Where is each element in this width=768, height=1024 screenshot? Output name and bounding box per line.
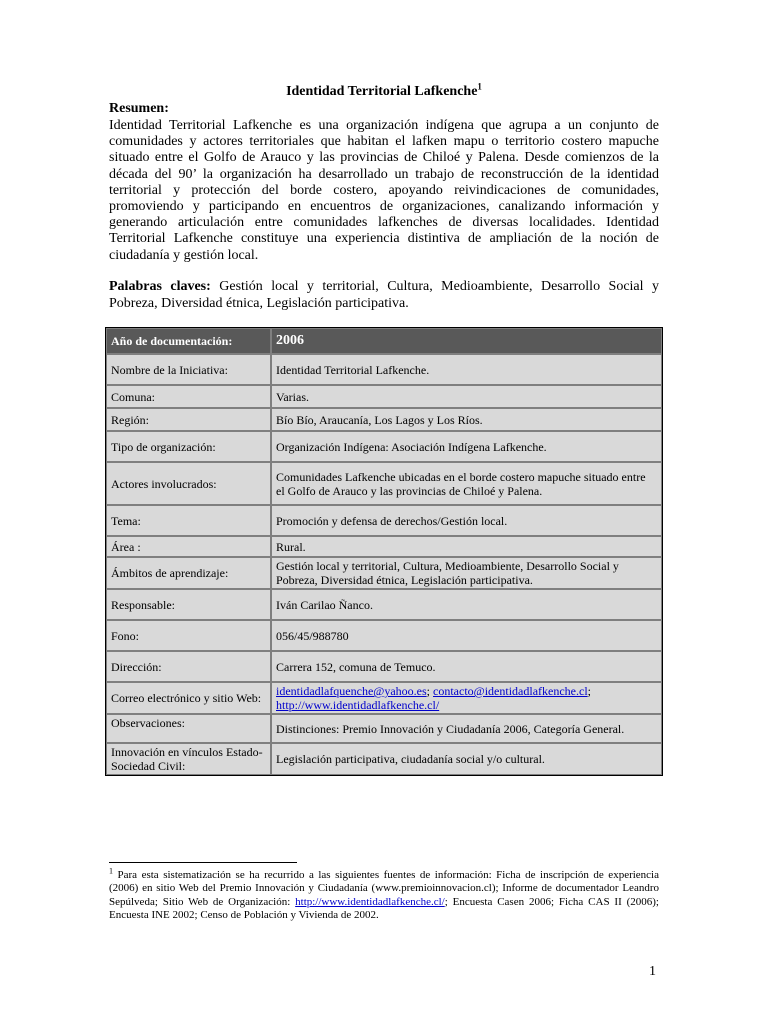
row-value: Carrera 152, comuna de Temuco. <box>271 651 662 682</box>
row-value: Promoción y defensa de derechos/Gestión local. <box>271 505 662 536</box>
table-header-row <box>106 328 662 354</box>
row-value: Identidad Territorial Lafkenche. <box>271 354 662 385</box>
page-number: 1 <box>649 964 656 979</box>
table-row <box>106 651 662 682</box>
row-label: Comuna: <box>106 385 271 408</box>
keywords-text: Gestión local y territorial, Cultura, Medioambiente, Desarrollo Social y Pobreza, Diversidad étnica, Legislación participativa. <box>109 279 659 311</box>
abstract-text: Identidad Territorial Lafkenche es una organización indígena que agrupa a un conjunto de comunidades y actores territoriales que habitan el lafken mapu o territorio costero mapuche situado entre el Golfo de Arauco y las provincias de Chiloé y Palena. Desde comienzos de la década del 90’ la organización ha desarrollado un trabajo de reconstrucción de la identidad territorial y protección del borde costero, apoyando reivindicaciones de comunidades, promoviendo y participando en encuentros de organizaciones, canalizando información y generando articulación entre comunidades lafkenches de diversas localidades. Identidad Territorial Lafkenche constituye una experiencia distintiva de ampliación de la noción de ciudadanía y gestión local. <box>109 118 659 263</box>
website-link[interactable]: http://www.identidadlafkenche.cl/ <box>276 698 440 712</box>
row-value: Gestión local y territorial, Cultura, Medioambiente, Desarrollo Social y Pobreza, Diversidad étnica, Legislación participativa. <box>271 557 662 589</box>
email-link-1[interactable]: identidadlafquenche@yahoo.es <box>276 684 427 698</box>
title-text: Identidad Territorial Lafkenche <box>286 84 478 99</box>
row-value: Comunidades Lafkenche ubicadas en el borde costero mapuche situado entre el Golfo de Arauco y las provincias de Chiloé y Palena. <box>271 462 662 505</box>
table-row <box>106 408 662 431</box>
row-label: Ámbitos de aprendizaje: <box>106 557 271 589</box>
header-value: 2006 <box>271 328 662 354</box>
contact-value <box>271 682 662 714</box>
table-row <box>106 431 662 462</box>
table-row-innovacion <box>106 743 662 775</box>
table-row <box>106 385 662 408</box>
table-row <box>106 620 662 651</box>
initiative-info-table <box>105 327 663 776</box>
row-value: Organización Indígena: Asociación Indígena Lafkenche. <box>271 431 662 462</box>
row-label: Área : <box>106 536 271 557</box>
abstract-heading: Resumen: <box>109 101 169 116</box>
row-label: Nombre de la Iniciativa: <box>106 354 271 385</box>
row-label: Región: <box>106 408 271 431</box>
row-value: Rural. <box>271 536 662 557</box>
row-label: Actores involucrados: <box>106 462 271 505</box>
contact-separator-1: ; <box>426 684 434 698</box>
footnote-text-after: ; Encuesta Casen 2006; Ficha CAS II (2006); Encuesta INE 2002; Censo de Población y Vivienda de 2002. <box>109 895 659 921</box>
table-row <box>106 589 662 620</box>
table-row <box>106 536 662 557</box>
contact-separator-2: ; <box>587 684 592 698</box>
row-label: Tipo de organización: <box>106 431 271 462</box>
table-row-observaciones <box>106 714 662 743</box>
email-link-2[interactable]: contacto@identidadlafkenche.cl <box>433 684 588 698</box>
keywords-label: Palabras claves: <box>109 279 211 294</box>
row-label: Dirección: <box>106 651 271 682</box>
document-title <box>0 81 768 100</box>
table-row <box>106 557 662 589</box>
innovacion-value: Legislación participativa, ciudadanía social y/o cultural. <box>271 743 662 775</box>
observaciones-label: Observaciones: <box>106 714 271 743</box>
row-value: Bío Bío, Araucanía, Los Lagos y Los Ríos. <box>271 408 662 431</box>
header-label: Año de documentación: <box>106 328 271 354</box>
title-footnote-marker: 1 <box>477 81 482 92</box>
contact-label: Correo electrónico y sitio Web: <box>106 682 271 714</box>
row-label: Fono: <box>106 620 271 651</box>
table-row <box>106 354 662 385</box>
row-label: Responsable: <box>106 589 271 620</box>
footnote-marker: 1 <box>109 866 113 876</box>
keywords-paragraph <box>109 279 659 312</box>
row-value: 056/45/988780 <box>271 620 662 651</box>
innovacion-label: Innovación en vínculos Estado-Sociedad Civil: <box>106 743 271 775</box>
table-row-contact <box>106 682 662 714</box>
table-row <box>106 462 662 505</box>
footnote-text-before: Para esta sistematización se ha recurrido a las siguientes fuentes de información: Ficha de inscripción de experiencia (2006) en sitio Web del Premio Innovación y Ciudadanía (www.premioinnovacion.cl); Informe de documentador Leandro Sepúlveda; Sitio Web de Organización: <box>109 869 659 908</box>
row-value: Varias. <box>271 385 662 408</box>
observaciones-value: Distinciones: Premio Innovación y Ciudadanía 2006, Categoría General. <box>271 714 662 743</box>
row-value: Iván Carilao Ñanco. <box>271 589 662 620</box>
footnote-divider <box>109 862 297 863</box>
table-row <box>106 505 662 536</box>
row-label: Tema: <box>106 505 271 536</box>
footnote-link[interactable]: http://www.identidadlafkenche.cl/ <box>295 895 445 908</box>
footnote <box>109 866 659 922</box>
